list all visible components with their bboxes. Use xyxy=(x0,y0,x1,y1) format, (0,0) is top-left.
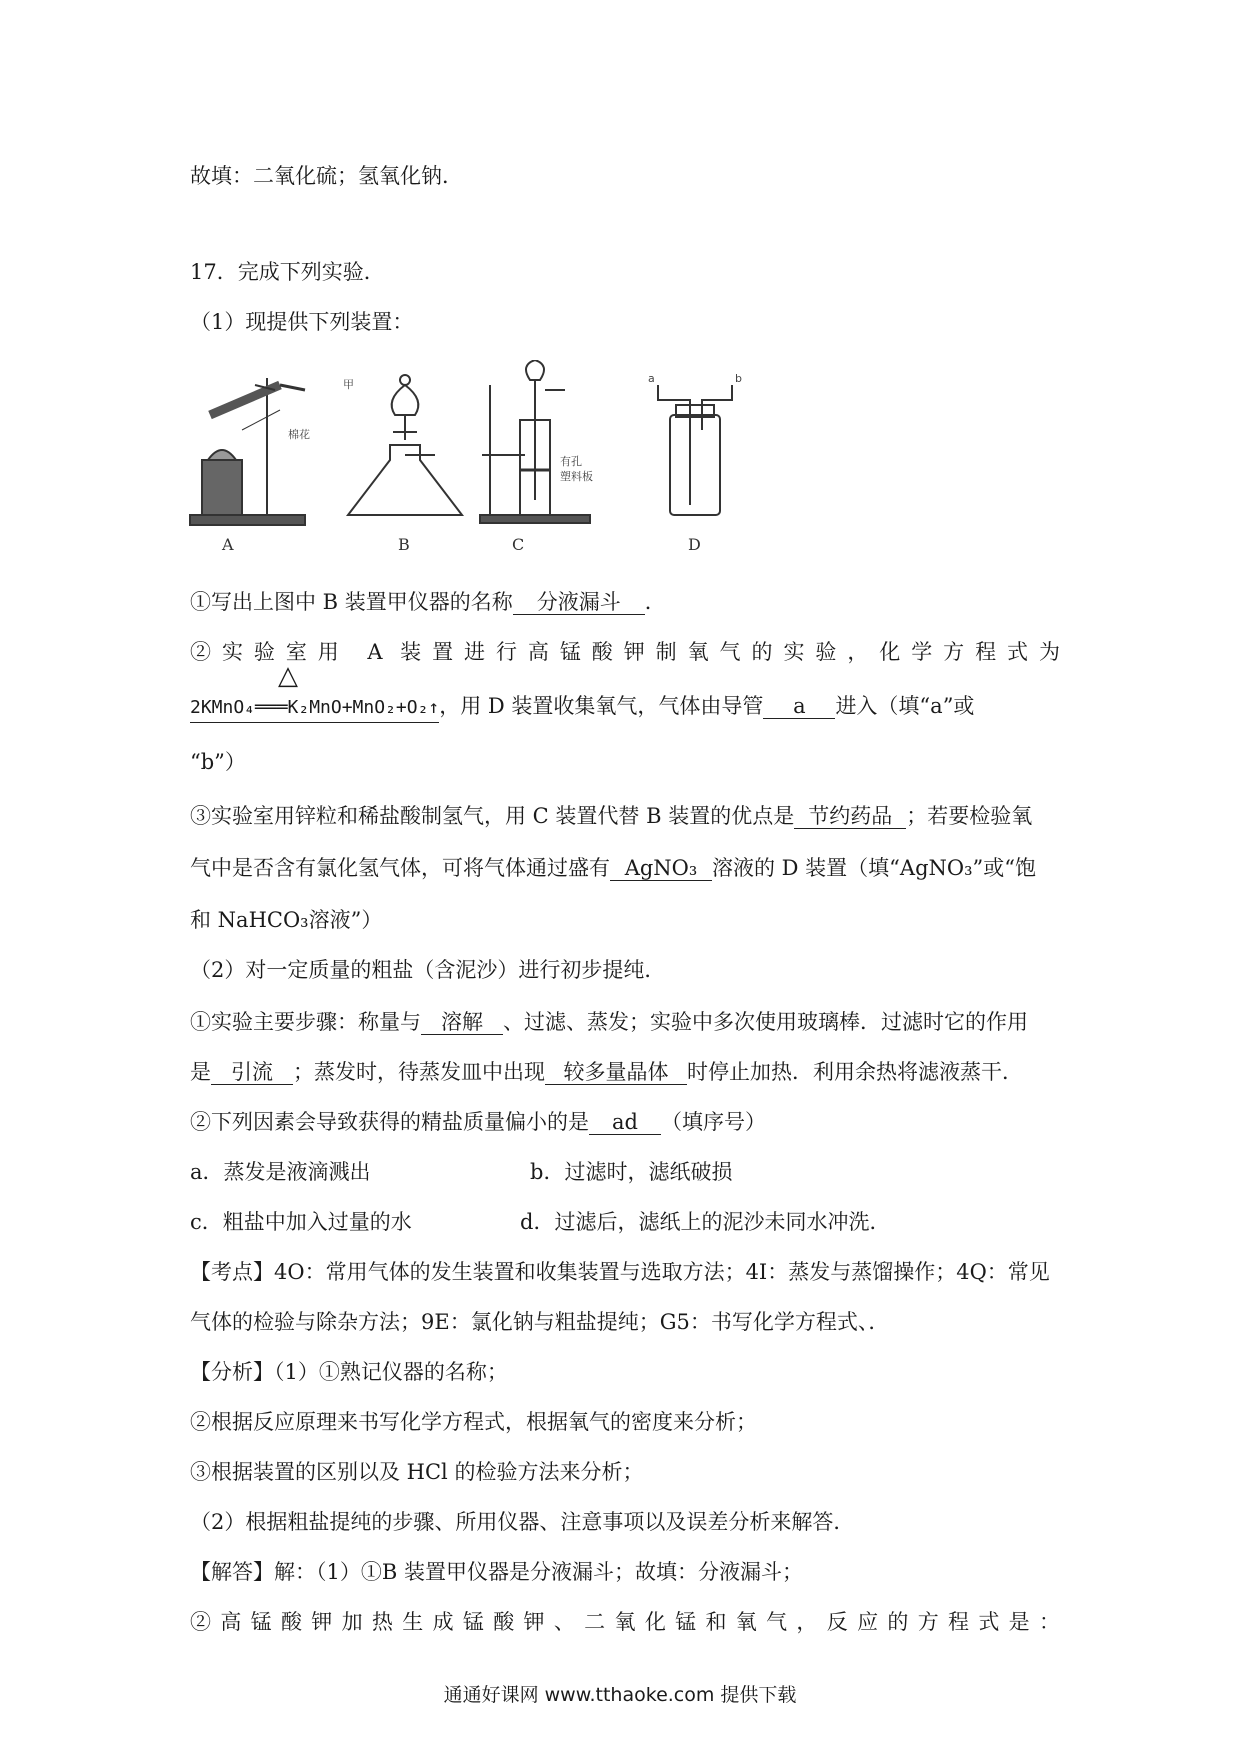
equation: 2KMnO₄═══K₂MnO+MnO₂+O₂↑ xyxy=(190,694,439,723)
part-2-q2: ②下列因素会导致获得的精盐质量偏小的是 ad （填序号） xyxy=(190,1110,766,1134)
option-a: a．蒸发是液滴溅出 xyxy=(190,1160,371,1184)
text-line: （1）现提供下列装置： xyxy=(190,310,414,334)
tube-b-label: b xyxy=(735,372,742,385)
question-3b: 气中是否含有氯化氢气体，可将气体通过盛有 AgNO₃ 溶液的 D 装置（填“AgNO₃”或“饱 xyxy=(190,856,1037,880)
plate-label-1: 有孔 xyxy=(560,455,582,468)
answer-line: ②高锰酸钾加热生成锰酸钾、二氧化锰和氧气，反应的方程式是： xyxy=(190,1610,1060,1634)
label-b: B xyxy=(398,535,410,554)
jia-label: 甲 xyxy=(343,378,354,391)
option-c: c．粗盐中加入过量的水 xyxy=(190,1210,412,1234)
analysis-line: ③根据装置的区别以及 HCl 的检验方法来分析； xyxy=(190,1460,644,1484)
knowledge-point-cont: 气体的检验与除杂方法；9E：氯化钠与粗盐提纯；G5：书写化学方程式、． xyxy=(190,1310,890,1334)
footer: 通通好课网 www.tthaoke.com 提供下载 xyxy=(443,1684,797,1706)
answer-section: 【解答】解：（1）①B 装置甲仪器是分液漏斗；故填：分液漏斗； xyxy=(190,1560,803,1584)
question-title: 17．完成下列实验． xyxy=(190,260,385,284)
answer-blank: 引流 xyxy=(211,1060,293,1085)
text-line: “b”） xyxy=(190,750,246,774)
apparatus-figure xyxy=(180,360,840,560)
question-3: ③实验室用锌粒和稀盐酸制氢气，用 C 装置代替 B 装置的优点是 节约药品 ；若要检验氧 xyxy=(190,804,1033,828)
analysis-line: （2）根据粗盐提纯的步骤、所用仪器、注意事项以及误差分析来解答． xyxy=(190,1510,855,1534)
knowledge-point: 【考点】4O：常用气体的发生装置和收集装置与选取方法；4I：蒸发与蒸馏操作；4Q：常见 xyxy=(190,1260,1050,1284)
answer-blank: a xyxy=(763,694,835,719)
question-1: ①写出上图中 B 装置甲仪器的名称 分液漏斗 ． xyxy=(190,590,666,614)
part-2-q1: ①实验主要步骤：称量与 溶解 、过滤、蒸发；实验中多次使用玻璃棒．过滤时它的作用 xyxy=(190,1010,1028,1034)
text-line: 故填：二氧化硫；氢氧化钠． xyxy=(190,164,463,188)
analysis-line: ②根据反应原理来书写化学方程式，根据氧气的密度来分析； xyxy=(190,1410,757,1434)
question-2: ②实验室用 A 装置进行高锰酸钾制氧气的实验，化学方程式为 xyxy=(190,640,1060,664)
part-2-title: （2）对一定质量的粗盐（含泥沙）进行初步提纯． xyxy=(190,958,666,982)
answer-blank: 溶解 xyxy=(421,1010,503,1035)
apparatus-a xyxy=(190,378,310,554)
option-b: b．过滤时，滤纸破损 xyxy=(530,1160,733,1184)
part-2-q1b: 是 引流 ；蒸发时，待蒸发皿中出现 较多量晶体 时停止加热．利用余热将滤液蒸干． xyxy=(190,1060,1023,1084)
answer-blank: 节约药品 xyxy=(794,804,906,829)
answer-blank: AgNO₃ xyxy=(610,856,712,881)
label-a: A xyxy=(222,535,234,554)
label-c: C xyxy=(512,535,525,554)
answer-blank: 分液漏斗 xyxy=(513,590,645,615)
answer-blank: 较多量晶体 xyxy=(545,1060,687,1085)
question-2-equation-line: △ 2KMnO₄═══K₂MnO+MnO₂+O₂↑，用 D 装置收集氧气，气体由导管 a 进入（填“a”或 xyxy=(190,692,974,723)
apparatus-c xyxy=(480,360,593,554)
analysis: 【分析】（1）①熟记仪器的名称； xyxy=(190,1360,508,1384)
answer-blank: ad xyxy=(589,1110,661,1135)
text-line: 和 NaHCO₃溶液”） xyxy=(190,908,383,932)
apparatus-b xyxy=(343,375,462,554)
plate-label-2: 塑料板 xyxy=(560,470,593,483)
label-d: D xyxy=(688,535,701,554)
apparatus-d xyxy=(648,372,742,554)
option-d: d．过滤后，滤纸上的泥沙未同水冲洗． xyxy=(520,1210,891,1234)
cotton-label: 棉花 xyxy=(288,428,310,441)
tube-a-label: a xyxy=(648,372,655,385)
